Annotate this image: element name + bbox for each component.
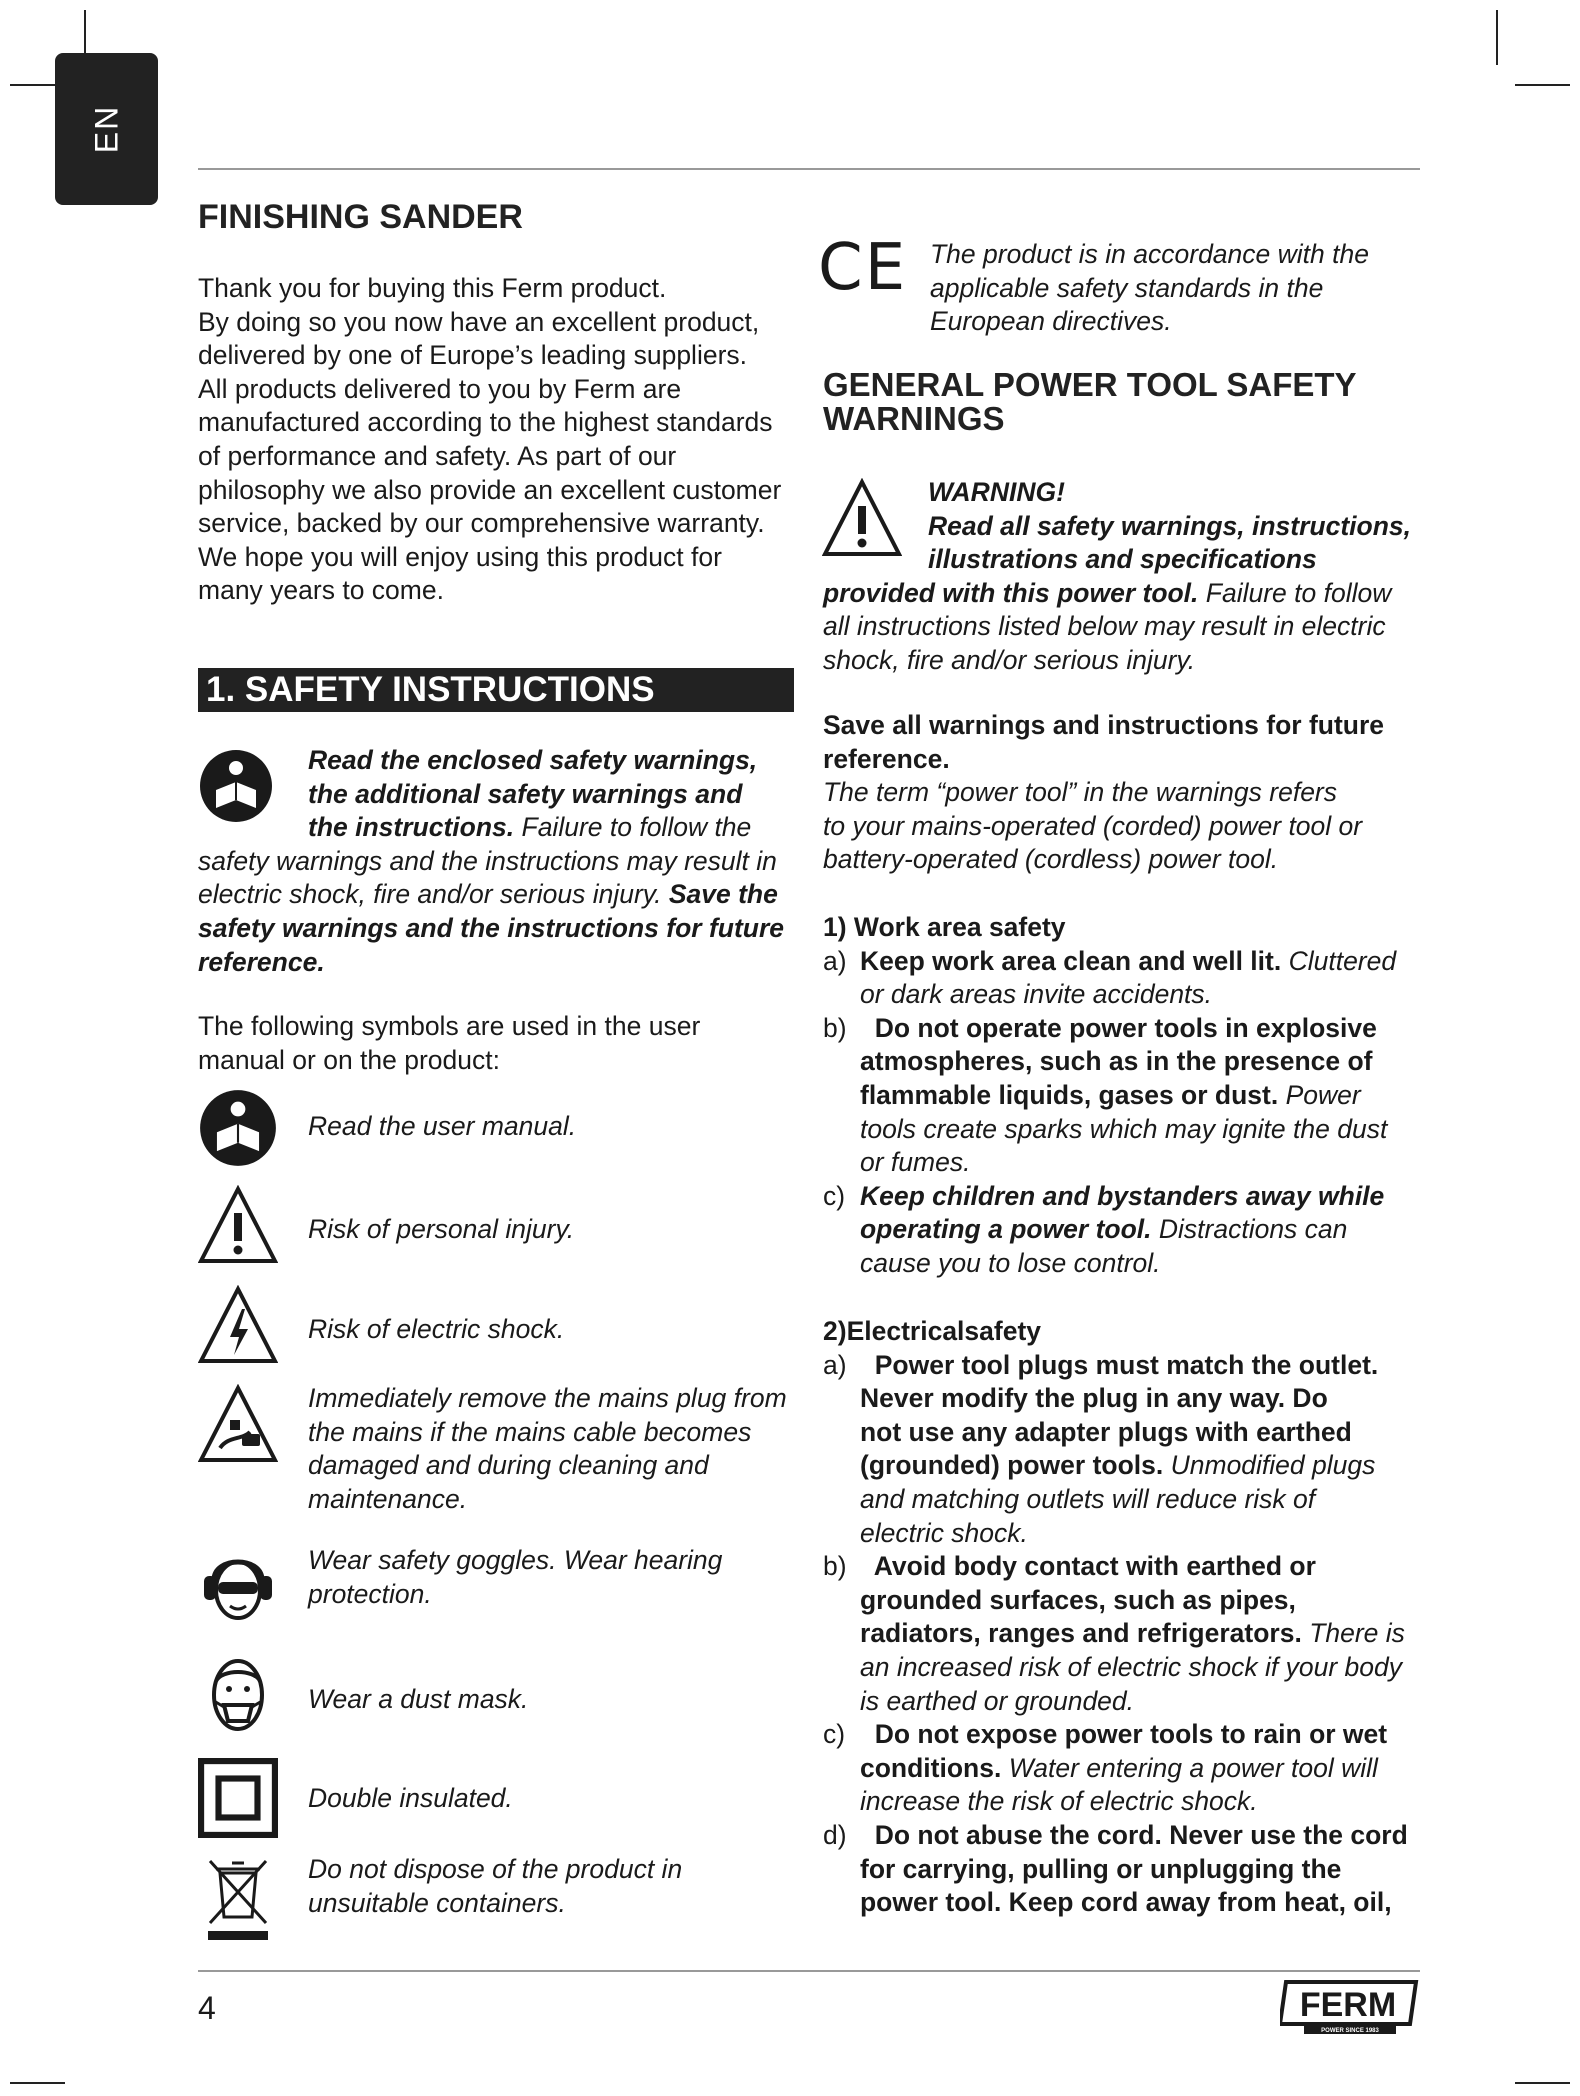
unplug-icon <box>198 1384 278 1464</box>
ce-statement <box>930 238 1430 339</box>
warning-line: all instructions listed below may result in electric <box>823 611 1386 642</box>
read-line-italic: Failure to follow the <box>514 812 752 843</box>
list-italic: an increased risk of electric shock if your body <box>860 1651 1403 1682</box>
list-bold: Power tool plugs must match the outlet. <box>860 1349 1379 1380</box>
list-italic: or dark areas invite accidents. <box>860 979 1213 1010</box>
symbol-text-line: protection. <box>308 1578 432 1609</box>
term-line: The term “power tool” in the warnings refers <box>823 777 1338 808</box>
list-item <box>823 1180 1423 1281</box>
list-bold: Avoid body contact with earthed or <box>860 1551 1316 1582</box>
intro-line: philosophy we also provide an excellent customer <box>198 474 782 505</box>
intro-line: We hope you will enjoy using this product for <box>198 541 722 572</box>
work-area-safety <box>823 911 1423 1281</box>
list-label: c) <box>823 1719 846 1750</box>
logo-tagline: POWER SINCE 1983 <box>1321 2028 1379 2034</box>
intro-line: of performance and safety. As part of our <box>198 440 677 471</box>
list-bold: Do not abuse the cord. Never use the cord <box>860 1819 1408 1850</box>
intro-line: service, backed by our comprehensive warranty. <box>198 508 765 539</box>
list-label: b) <box>823 1551 847 1582</box>
section-heading: 1. SAFETY INSTRUCTIONS <box>198 668 794 712</box>
save-line: reference. <box>823 743 950 774</box>
general-warning-text <box>823 476 1423 678</box>
double-insulated-icon <box>198 1758 278 1838</box>
read-line: safety warnings and the instructions for future <box>198 912 785 943</box>
symbol-text <box>308 1853 808 1920</box>
crop-mark <box>10 2082 65 2084</box>
symbol-text-line: the mains if the mains cable becomes <box>308 1416 752 1447</box>
list-bold: power tool. Keep cord away from heat, oil, <box>860 1887 1392 1918</box>
language-code: EN <box>88 104 124 154</box>
warning-line: Read all safety warnings, instructions, <box>928 510 1412 541</box>
dust-mask-icon <box>198 1655 278 1735</box>
list-bold: for carrying, pulling or unplugging the <box>860 1853 1342 1884</box>
electrical-safety <box>823 1315 1433 1920</box>
symbol-text-line: Do not dispose of the product in <box>308 1854 683 1884</box>
goggles-earmuffs-icon <box>198 1544 278 1624</box>
ferm-logo <box>1280 1978 1420 2036</box>
heading-line: WARNINGS <box>823 400 1005 437</box>
symbol-text: Double insulated. <box>308 1783 513 1813</box>
list-bold: radiators, ranges and refrigerators. <box>860 1618 1302 1649</box>
crop-mark <box>1515 84 1570 86</box>
symbol-text <box>308 1382 808 1516</box>
symbol-text-line: damaged and during cleaning and <box>308 1450 709 1481</box>
list-item <box>823 1819 1433 1920</box>
read-line-bold: Save the <box>661 879 778 910</box>
symbol-text <box>308 1544 808 1611</box>
list-italic: is earthed or grounded. <box>860 1685 1135 1716</box>
warning-line-italic: Failure to follow <box>1198 577 1392 608</box>
list-italic: cause you to lose control. <box>860 1247 1161 1278</box>
warning-title: WARNING! <box>928 477 1065 507</box>
read-line-italic: electric shock, fire and/or serious injury. <box>198 879 662 910</box>
list-italic: Water entering a power tool will <box>1001 1752 1378 1783</box>
list-item <box>823 1718 1433 1819</box>
read-manual-icon <box>198 1088 278 1168</box>
list-italic: Power <box>1278 1079 1361 1110</box>
read-line: the additional safety warnings and <box>308 778 743 809</box>
list-italic: Distractions can <box>1151 1214 1348 1245</box>
logo-text: FERM <box>1299 1986 1397 2024</box>
list-bold: Do not expose power tools to rain or wet <box>860 1719 1388 1750</box>
ce-line: applicable safety standards in the <box>930 272 1324 303</box>
list-italic: Unmodified plugs <box>1163 1450 1376 1481</box>
language-tab <box>55 53 158 205</box>
list-bold: operating a power tool. <box>860 1214 1152 1245</box>
electric-shock-icon <box>198 1285 278 1365</box>
list-item <box>823 1550 1433 1718</box>
symbols-intro-line: manual or on the product: <box>198 1044 500 1075</box>
warning-line: illustrations and specifications <box>928 544 1317 575</box>
list-italic: or fumes. <box>860 1147 971 1178</box>
subsection-heading: 1) Work area safety <box>823 912 1066 942</box>
page-title: FINISHING SANDER <box>198 198 523 236</box>
list-item <box>823 1349 1433 1551</box>
symbol-text: Risk of electric shock. <box>308 1314 565 1344</box>
symbols-intro <box>198 1010 798 1077</box>
list-bold: grounded surfaces, such as pipes, <box>860 1584 1296 1615</box>
list-bold: Keep work area clean and well lit. <box>860 945 1282 976</box>
intro-line: many years to come. <box>198 575 444 606</box>
symbols-intro-line: The following symbols are used in the user <box>198 1011 701 1041</box>
warning-triangle-icon <box>198 1185 278 1265</box>
list-bold: not use any adapter plugs with earthed <box>860 1416 1352 1447</box>
list-label: a) <box>823 945 847 976</box>
list-bold: (grounded) power tools. <box>860 1450 1164 1481</box>
list-bold: Do not operate power tools in explosive <box>860 1012 1377 1043</box>
symbol-text-line: unsuitable containers. <box>308 1887 566 1918</box>
warning-line-bold: provided with this power tool. <box>823 577 1199 608</box>
symbol-text-line: Immediately remove the mains plug from <box>308 1383 787 1413</box>
read-line: safety warnings and the instructions may result in <box>198 845 777 876</box>
save-line: Save all warnings and instructions for future <box>823 710 1385 740</box>
list-italic: There is <box>1301 1618 1405 1649</box>
read-instructions-text <box>198 744 808 979</box>
list-italic: tools create sparks which may ignite the dust <box>860 1113 1388 1144</box>
list-label: b) <box>823 1012 847 1043</box>
list-italic: increase the risk of electric shock. <box>860 1786 1258 1817</box>
symbol-text: Wear a dust mask. <box>308 1684 529 1714</box>
symbol-text-line: Wear safety goggles. Wear hearing <box>308 1545 723 1575</box>
crop-mark <box>1496 10 1498 65</box>
term-line: to your mains-operated (corded) power tool or <box>823 810 1363 841</box>
list-item <box>823 1012 1423 1180</box>
read-line-bold: the instructions. <box>308 812 515 843</box>
read-line: reference. <box>198 946 325 977</box>
term-line: battery-operated (cordless) power tool. <box>823 844 1279 875</box>
crossed-bin-icon <box>198 1853 278 1943</box>
ferm-logo-icon <box>1280 1978 1420 2036</box>
ce-mark-icon: CE <box>818 231 908 305</box>
ce-line: The product is in accordance with the <box>930 239 1369 269</box>
symbol-text: Risk of personal injury. <box>308 1214 575 1244</box>
ce-line: European directives. <box>930 306 1172 337</box>
intro-line: Thank you for buying this Ferm product. <box>198 273 667 303</box>
section-heading-general-safety <box>823 368 1357 436</box>
save-warnings-text <box>823 709 1423 877</box>
subsection-heading: 2)Electricalsafety <box>823 1316 1042 1346</box>
symbol-text: Read the user manual. <box>308 1111 577 1141</box>
list-italic: Cluttered <box>1281 945 1397 976</box>
list-bold: flammable liquids, gases or dust. <box>860 1079 1279 1110</box>
list-item <box>823 945 1423 1012</box>
intro-line: By doing so you now have an excellent product, <box>198 306 760 337</box>
list-bold: Never modify the plug in any way. Do <box>860 1383 1328 1414</box>
top-rule <box>198 168 1420 170</box>
warning-line: shock, fire and/or serious injury. <box>823 644 1196 675</box>
list-bold: conditions. <box>860 1752 1002 1783</box>
list-italic: electric shock. <box>860 1517 1028 1548</box>
intro-line: delivered by one of Europe’s leading suppliers. <box>198 340 748 371</box>
heading-line: GENERAL POWER TOOL SAFETY <box>823 366 1357 403</box>
list-label: a) <box>823 1349 847 1380</box>
list-label: d) <box>823 1819 847 1850</box>
page-number: 4 <box>198 1990 216 2026</box>
bottom-rule <box>198 1970 1420 1972</box>
symbol-text-line: maintenance. <box>308 1483 468 1514</box>
list-italic: and matching outlets will reduce risk of <box>860 1483 1316 1514</box>
crop-mark <box>1515 2082 1570 2084</box>
read-line: Read the enclosed safety warnings, <box>308 745 758 775</box>
list-label: c) <box>823 1180 846 1211</box>
intro-line: manufactured according to the highest standards <box>198 407 773 438</box>
intro-paragraph <box>198 272 798 608</box>
list-bold: atmospheres, such as in the presence of <box>860 1046 1373 1077</box>
list-bold: Keep children and bystanders away while <box>860 1180 1385 1211</box>
intro-line: All products delivered to you by Ferm are <box>198 373 682 404</box>
